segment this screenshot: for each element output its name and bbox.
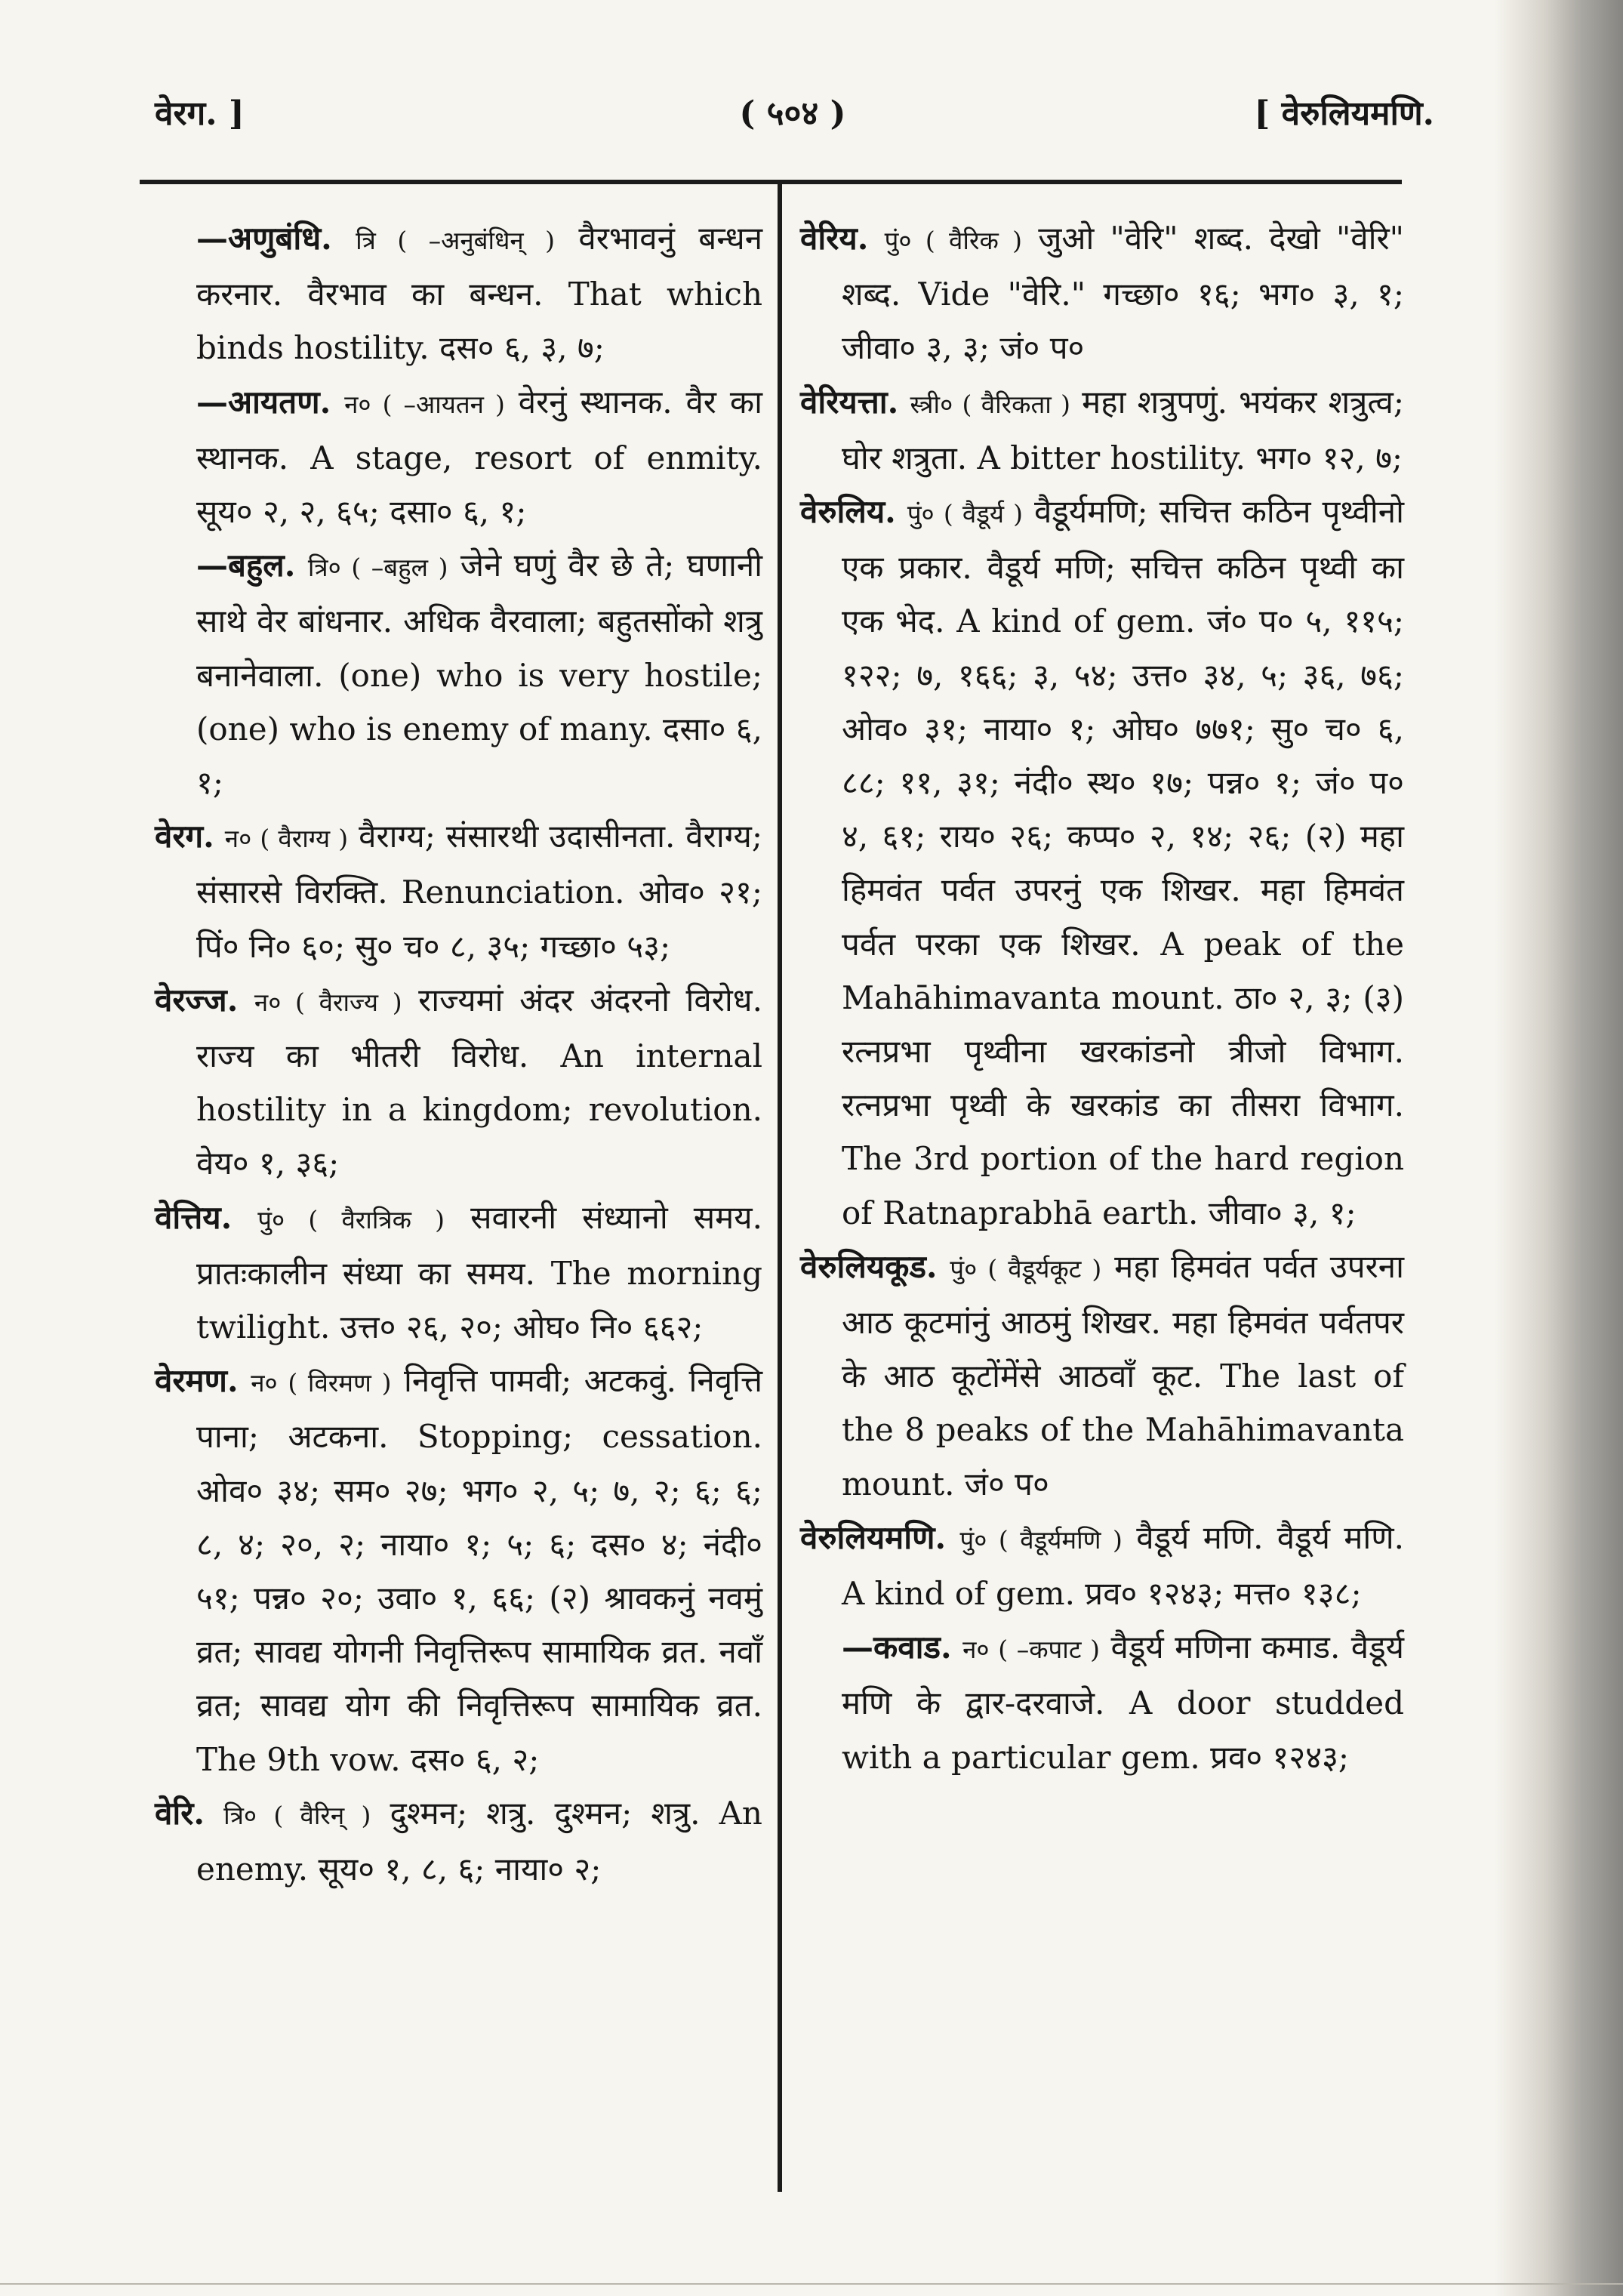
entry-grammar: त्रि० ( वैरिन् ) (223, 1800, 371, 1830)
entry-definition: निवृत्ति पामवी; अटकवुं. निवृत्ति पाना; अटकना. Stopping; cessation. ओव० ३४; सम० २७; भग० २, ५; ७, २; ६; ६; ८, ४; २०, २; नाया० १; ५; ६; दस० ४; नंदी० ५१; पन्न० २०; उवा० १, ६६; (२) श्रावकनुं नवमुं व्रत; सावद्य योगनी निवृत्तिरूप सामायिक व्रत. नवाँ व्रत; सावद्य योग की निवृत्तिरूप सामायिक व्रत. The 9th vow. दस० ६, २; (196, 1362, 762, 1778)
entry-grammar: न० ( वैराज्य ) (254, 987, 402, 1017)
dictionary-entry (155, 1354, 762, 1786)
entry-definition: वैडूर्य मणि. वैडूर्य मणि. A kind of gem. प्रव० १२४३; मत्त० १३८; (842, 1518, 1405, 1613)
entry-definition: दुश्मन; शत्रु. दुश्मन; शत्रु. An enemy. सूय० १, ८, ६; नाया० २; (196, 1794, 762, 1888)
dictionary-entry (155, 1191, 762, 1354)
entry-grammar: पुं० ( वैडूर्य ) (907, 499, 1024, 529)
entry-definition: वैडूर्यमणि; सचित्त कठिन पृथ्वीनो एक प्रकार. वैडूर्य मणि; सचित्त कठिन पृथ्वी का एक भेद. A kind of gem. जं० प० ५, ११५; १२२; ७, १६६; ३, ५४; उत्त० ३४, ५; ३६, ७६; ओव० ३१; नाया० १; ओघ० ७७१; सु० च० ६, ८८; ११, ३१; नंदी० स्थ० १७; पन्न० १; जं० प० ४, ६१; राय० २६; कप्प० २, १४; २६; (२) महा हिमवंत पर्वत उपरनुं एक शिखर. महा हिमवंत पर्वत परका एक शिखर. A peak of the Mahāhimavanta mount. ठा० २, ३; (३) रत्नप्रभा पृथ्वीना खरकांडनो त्रीजो विभाग. रत्नप्रभा पृथ्वी के खरकांड का तीसरा विभाग. The 3rd portion of the hard region of Ratnaprabhā earth. जीवा० ३, १; (842, 493, 1404, 1231)
entry-headword: वेरमण. (155, 1362, 239, 1400)
entry-grammar: न० ( विरमण ) (251, 1368, 392, 1398)
entry-headword: वेरज्ज. (155, 981, 239, 1019)
entry-headword: वेरुलियमणि. (800, 1518, 947, 1556)
binding-edge-shadow (1495, 0, 1623, 2296)
dictionary-entry (800, 1620, 1404, 1784)
entry-definition: वैरभावनुं बन्धन करनार. वैरभाव का बन्धन. That which binds hostility. दस० ६, ३, ७; (196, 220, 763, 367)
entry-definition: सवारनी संध्यानो समय. प्रातःकालीन संध्या का समय. The morning twilight. उत्त० २६, २०; ओघ० नि० ६६२; (196, 1198, 762, 1346)
entry-grammar: त्रि ( –अनुबंधिन् ) (356, 226, 556, 255)
entry-headword: वेरग. (155, 818, 214, 855)
entry-headword: —कवाड. (842, 1629, 952, 1666)
entry-definition: वैराग्य; संसारथी उदासीनता. वैराग्य; संसारसे विरक्ति. Renunciation. ओव० २१; पिं० नि० ६०; सु० च० ८, ३५; गच्छा० ५३; (196, 818, 763, 965)
page-bottom-edge (0, 2283, 1623, 2285)
dictionary-entry (155, 211, 762, 375)
dictionary-entry (800, 375, 1404, 485)
left-column (155, 211, 762, 1896)
column-divider (778, 180, 782, 2192)
page-number: ( ५०४ ) (739, 94, 846, 133)
entry-definition: जेने घणुं वैर छे ते; घणानी साथे वेर बांधनार. अधिक वैरवाला; बहुतसोंको शत्रु बनानेवाला. (one) who is very hostile; (one) who is enemy of many. दसा० ६, १; (196, 547, 763, 802)
entry-grammar: पुं० ( वैरिक ) (884, 226, 1023, 255)
entry-definition: महा हिमवंत पर्वत उपरना आठ कूटमांनुं आठमुं शिखर. महा हिमवंत पर्वतपर के आठ कूटोंमेंसे आठवाँ कूट. The last of the 8 peaks of the Mahāhimavanta mount. जं० प० (842, 1247, 1404, 1502)
entry-definition: वैडूर्य मणिना कमाड. वैडूर्य मणि के द्वार-दरवाजे. A door studded with a particular gem. प्रव० १२४३; (842, 1629, 1404, 1776)
entry-grammar: न० ( –कपाट ) (962, 1635, 1100, 1665)
dictionary-entry (155, 375, 762, 539)
entry-grammar: पुं० ( वैरात्रिक ) (257, 1204, 445, 1234)
entry-grammar: न० ( –आयतन ) (344, 389, 505, 419)
dictionary-entry (155, 1786, 762, 1896)
header-rule (140, 180, 1402, 184)
entry-definition: जुओ "वेरि" शब्द. देखो "वेरि" शब्द. Vide "वेरि." गच्छा० १६; भग० ३, १; जीवा० ३, ३; जं० प० (842, 220, 1404, 367)
dictionary-entry (800, 485, 1404, 1240)
dictionary-entry (155, 809, 762, 973)
entry-headword: वेत्तिय. (155, 1198, 233, 1236)
entry-headword: वेरियत्ता. (800, 383, 899, 421)
entry-grammar: न० ( वैराग्य ) (224, 824, 349, 854)
entry-grammar: त्रि० ( –बहुल ) (307, 553, 448, 583)
dictionary-entry (800, 1240, 1404, 1511)
entry-grammar: पुं० ( वैडूर्यमणि ) (959, 1524, 1123, 1555)
dictionary-entry (800, 1511, 1404, 1620)
entry-grammar: स्त्री० ( वैरिकता ) (910, 389, 1070, 419)
dictionary-entry (800, 211, 1404, 375)
right-column (800, 211, 1404, 1784)
dictionary-entry (155, 538, 762, 809)
running-head-right: [ वेरुलियमणि. (1254, 94, 1434, 133)
entry-definition: महा शत्रुपणुं. भयंकर शत्रुत्व; घोर शत्रुता. A bitter hostility. भग० १२, ७; (842, 383, 1404, 476)
entry-definition: वेरनुं स्थानक. वैर का स्थानक. A stage, resort of enmity. सूय० २, २, ६५; दसा० ६, १; (196, 383, 762, 531)
dictionary-entry (155, 973, 762, 1191)
running-head-left: वेरग. ] (155, 94, 245, 133)
entry-headword: वेरुलियकूड. (800, 1247, 938, 1285)
entry-definition: राज्यमां अंदर अंदरनो विरोध. राज्य का भीतरी विरोध. An internal hostility in a kingdom; revolution. वेय० १, ३६; (196, 981, 762, 1182)
entry-headword: —आयतण. (196, 383, 331, 421)
entry-headword: वेरिय. (800, 220, 869, 257)
entry-headword: —बहुल. (196, 547, 296, 584)
entry-grammar: पुं० ( वैडूर्यकूट ) (950, 1253, 1102, 1284)
entry-headword: —अणुबंधि. (196, 220, 332, 257)
entry-headword: वेरि. (155, 1794, 205, 1832)
entry-headword: वेरुलिय. (800, 493, 896, 531)
